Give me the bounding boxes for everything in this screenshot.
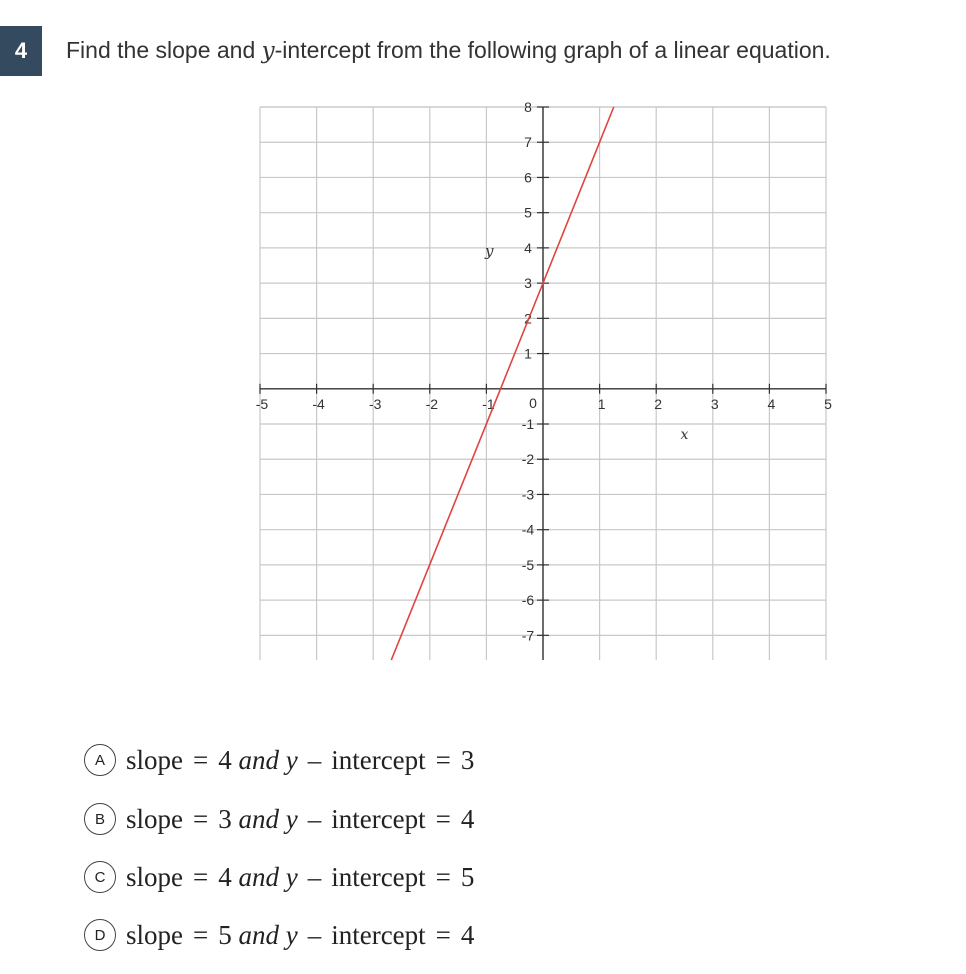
choice-letter-badge: C — [84, 861, 116, 893]
y-axis-label: y — [485, 241, 494, 260]
prompt-text-before: Find the slope and — [66, 37, 262, 63]
minus-sign: – — [307, 919, 322, 950]
y-tick-label: 2 — [524, 310, 532, 327]
intercept-word: intercept — [331, 861, 426, 892]
choice-expression: slope = 4 and y – intercept = 5 — [126, 861, 475, 892]
y-tick-label: -3 — [521, 486, 535, 503]
y-tick-label: 4 — [524, 239, 532, 256]
choice-expression: slope = 5 and y – intercept = 4 — [126, 919, 475, 950]
slope-word: slope — [126, 861, 183, 892]
y-tick-label: -4 — [521, 521, 535, 538]
x-tick-label: 1 — [597, 395, 606, 412]
intercept-value: 3 — [460, 744, 475, 775]
x-axis-label: x — [680, 426, 689, 443]
choice-letter-badge: B — [84, 803, 116, 835]
choice-expression: slope = 3 and y – intercept = 4 — [126, 803, 475, 834]
minus-sign: – — [307, 861, 322, 892]
slope-word: slope — [126, 919, 183, 950]
intercept-value: 4 — [460, 919, 475, 950]
x-tick-label: 2 — [654, 395, 663, 412]
intercept-word: intercept — [331, 919, 426, 950]
slope-word: slope — [126, 744, 183, 775]
x-tick-label: 4 — [767, 395, 776, 412]
choice-expression: slope = 4 and y – intercept = 3 — [126, 744, 475, 775]
and-word: and — [238, 861, 279, 892]
answer-choice-c[interactable] — [84, 859, 474, 895]
y-tick-label: -5 — [521, 556, 535, 573]
and-word: and — [238, 919, 279, 950]
minus-sign: – — [307, 803, 322, 834]
series-line — [391, 107, 613, 660]
y-variable: y — [285, 919, 298, 950]
linear-equation-graph — [252, 100, 832, 665]
x-tick-label: 3 — [710, 395, 719, 412]
intercept-word: intercept — [331, 744, 426, 775]
question-prompt — [66, 37, 831, 64]
question-number-badge: 4 — [0, 26, 42, 76]
minus-sign: – — [307, 744, 322, 775]
answer-choice-a[interactable] — [84, 742, 474, 778]
y-variable: y — [285, 803, 298, 834]
y-variable: y — [285, 744, 298, 775]
choice-letter-badge: D — [84, 919, 116, 951]
x-tick-label: 5 — [824, 395, 832, 412]
x-tick-label: -3 — [368, 395, 382, 412]
and-word: and — [238, 803, 279, 834]
y-tick-label: 7 — [524, 134, 532, 151]
y-tick-label: 6 — [524, 169, 532, 186]
intercept-value: 5 — [460, 861, 475, 892]
answer-choice-b[interactable] — [84, 801, 474, 837]
answer-choice-d[interactable] — [84, 917, 474, 953]
y-tick-label: 8 — [524, 100, 532, 115]
and-word: and — [238, 744, 279, 775]
x-tick-label: -5 — [255, 395, 269, 412]
y-tick-label: -6 — [521, 592, 535, 609]
slope-value: 4 — [218, 861, 232, 892]
x-tick-label: -2 — [425, 395, 439, 412]
x-tick-label: -4 — [312, 395, 325, 412]
x-tick-label: -1 — [482, 395, 495, 412]
x-tick-label: 0 — [529, 394, 537, 411]
intercept-word: intercept — [331, 803, 426, 834]
slope-value: 4 — [218, 744, 232, 775]
prompt-text-after: -intercept from the following graph of a linear equation. — [274, 37, 831, 63]
choice-letter-badge: A — [84, 744, 116, 776]
y-tick-label: 3 — [524, 275, 532, 292]
slope-word: slope — [126, 803, 183, 834]
prompt-variable: y — [261, 38, 275, 64]
y-tick-label: 1 — [524, 345, 532, 362]
slope-value: 3 — [218, 803, 232, 834]
intercept-value: 4 — [460, 803, 475, 834]
y-tick-label: -1 — [521, 416, 535, 433]
y-tick-label: -7 — [521, 627, 535, 644]
y-variable: y — [285, 861, 298, 892]
y-tick-label: 5 — [524, 204, 532, 221]
slope-value: 5 — [218, 919, 232, 950]
y-tick-label: -2 — [521, 451, 535, 468]
